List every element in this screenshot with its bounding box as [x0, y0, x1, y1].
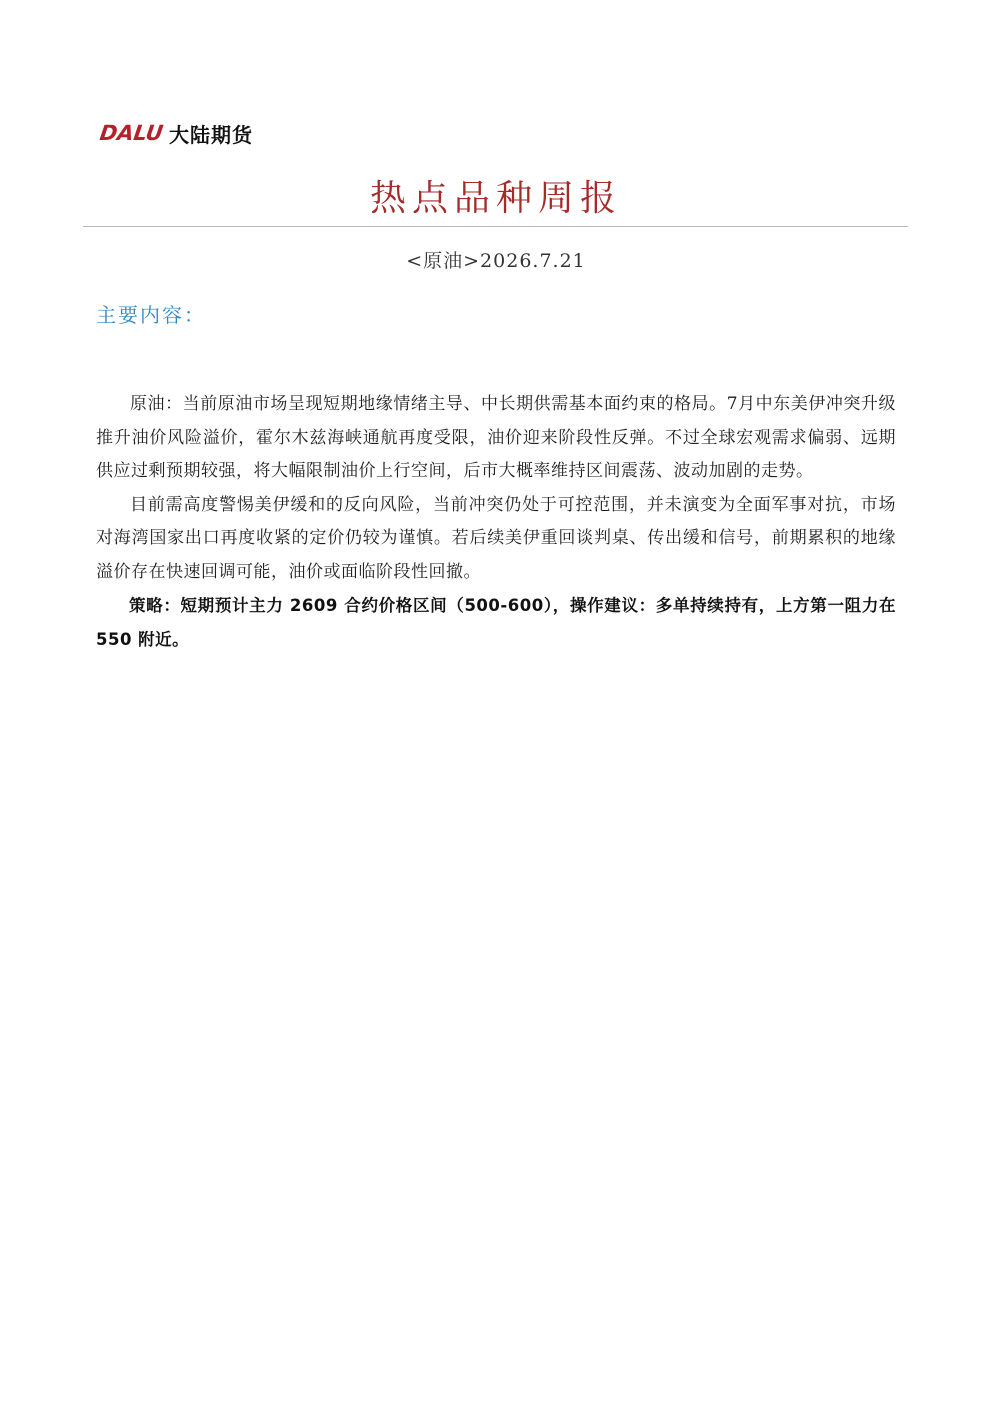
- title-divider: [83, 226, 908, 227]
- report-title: 热点品种周报: [369, 178, 622, 219]
- strategy-paragraph: 策略：短期预计主力 2609 合约价格区间（500-600），操作建议：多单持续持有，上方第一阻力在 550 附近。: [96, 596, 896, 649]
- logo-company-name: 大陆期货: [168, 122, 253, 147]
- company-logo: [100, 118, 253, 148]
- body-paragraph: 目前需高度警惕美伊缓和的反向风险，当前冲突仍处于可控范围，并未演变为全面军事对抗，市场对海湾国家出口再度收紧的定价仍较为谨慎。若后续美伊重回谈判桌、传出缓和信号，前期累积的地缘溢价存在快速回调可能，油价或面临阶段性回撤。: [96, 494, 896, 582]
- body-paragraph: 原油：当前原油市场呈现短期地缘情绪主导、中长期供需基本面约束的格局。7月中东美伊冲突升级推升油价风险溢价，霍尔木兹海峡通航再度受限，油价迎来阶段性反弹。不过全球宏观需求偏弱、远期供应过剩预期较强，将大幅限制油价上行空间，后市大概率维持区间震荡、波动加剧的走势。: [96, 394, 896, 481]
- report-body: [96, 388, 896, 656]
- section-heading: 主要内容：: [96, 303, 206, 327]
- logo-mark: DALU: [98, 121, 165, 145]
- report-subtitle: <原油>2026.7.21: [406, 250, 586, 272]
